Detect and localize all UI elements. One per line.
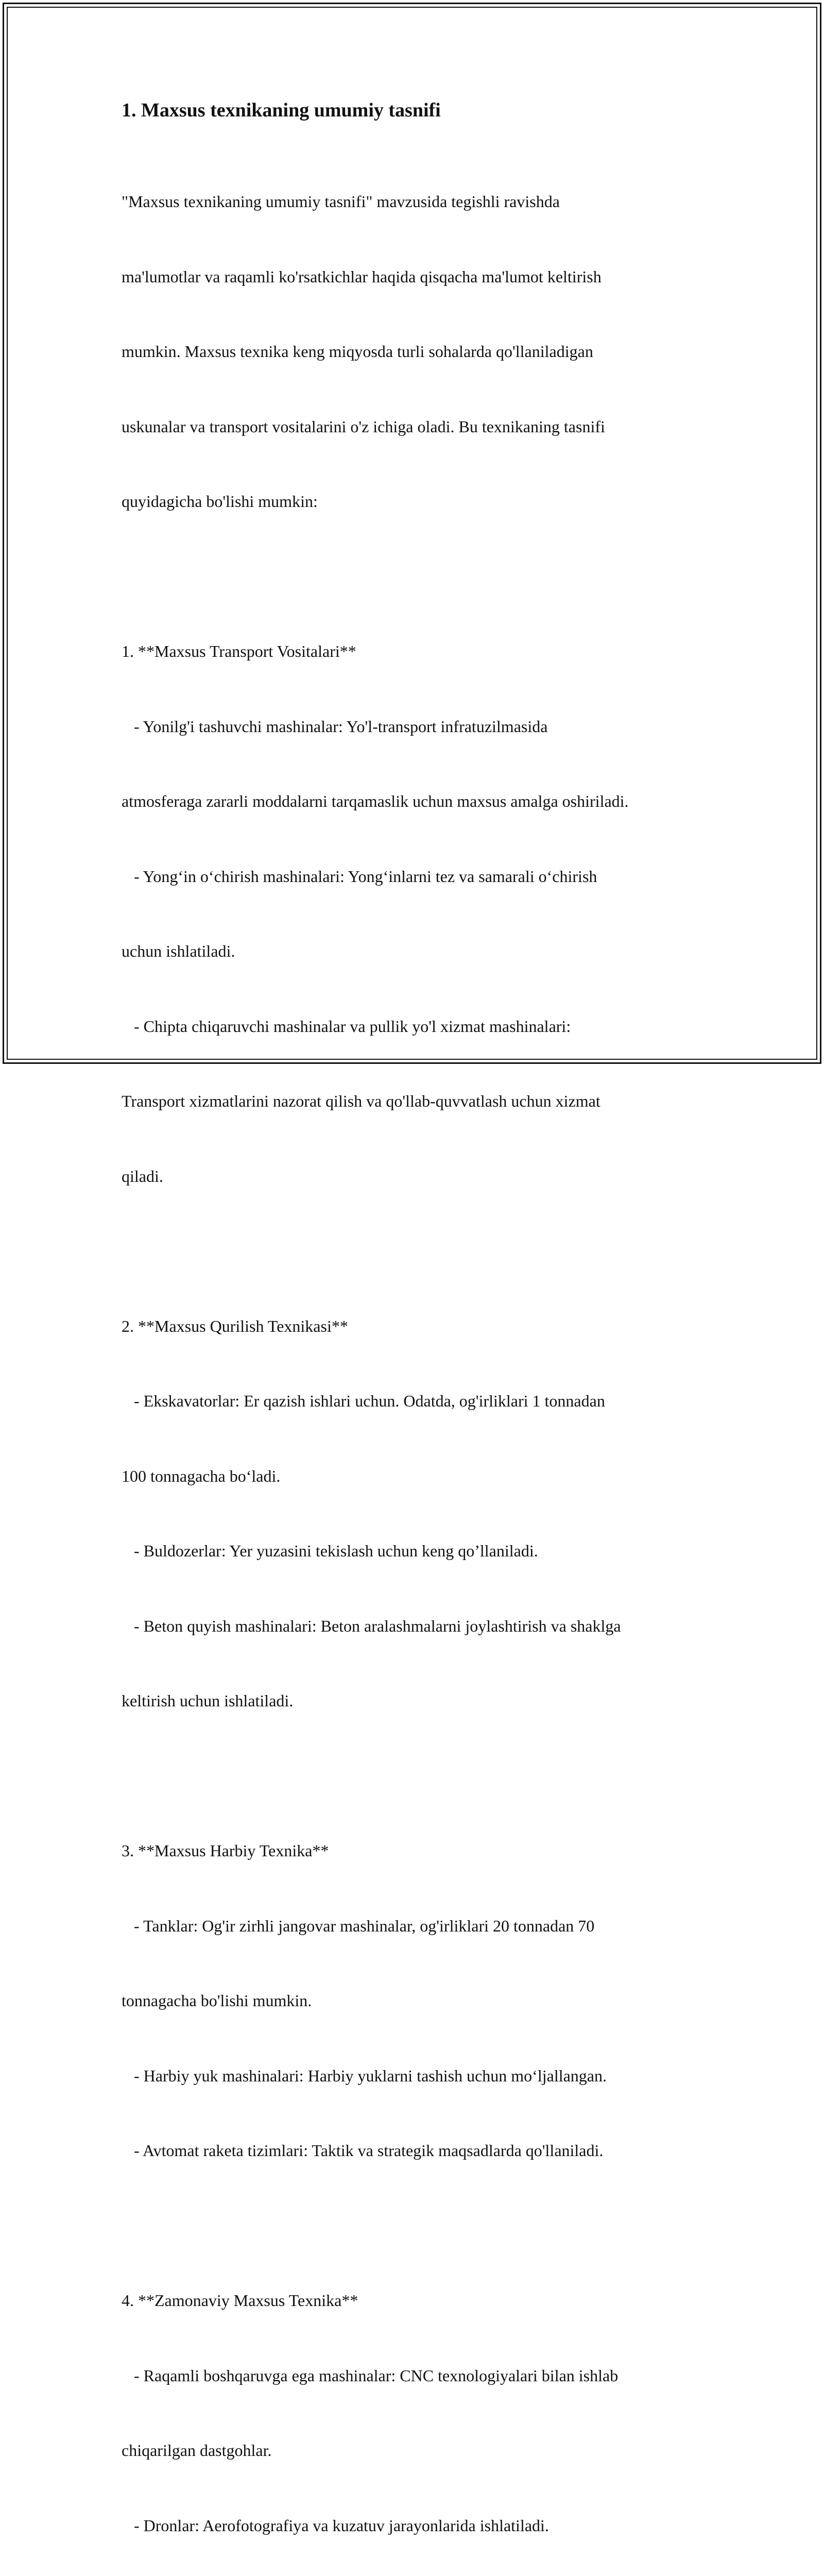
section-line: - Chipta chiqaruvchi mashinalar va pullik yo'l xizmat mashinalari:	[122, 1016, 571, 1036]
section-line: - Buldozerlar: Yer yuzasini tekislash uchun keng qo’llaniladi.	[122, 1541, 538, 1560]
intro-line: "Maxsus texnikaning umumiy tasnifi" mavzusida tegishli ravishda	[122, 192, 560, 211]
section-transport	[122, 589, 719, 1239]
section-line: - Yong‘in o‘chirish mashinalari: Yong‘inlarni tez va samarali o‘chirish	[122, 867, 597, 886]
section-modern	[122, 2238, 719, 2576]
section-military	[122, 1788, 719, 2213]
section-construction	[122, 1264, 719, 1764]
section-heading: 1. **Maxsus Transport Vositalari**	[122, 642, 356, 660]
section-line: uchun ishlatiladi.	[122, 942, 235, 960]
section-line: atmosferaga zararli moddalarni tarqamaslik uchun maxsus amalga oshiriladi.	[122, 792, 629, 810]
section-line: - Harbiy yuk mashinalari: Harbiy yuklarni tashish uchun mo‘ljallangan.	[122, 2066, 607, 2085]
section-line: - Beton quyish mashinalari: Beton aralashmalarni joylashtirish va shaklga	[122, 1616, 621, 1635]
intro-line: uskunalar va transport vositalarini o'z ichiga oladi. Bu texnikaning tasnifi	[122, 417, 605, 436]
section-heading: 3. **Maxsus Harbiy Texnika**	[122, 1841, 329, 1860]
section-heading: 2. **Maxsus Qurilish Texnikasi**	[122, 1316, 348, 1335]
section-line: - Tanklar: Og'ir zirhli jangovar mashinalar, og'irliklari 20 tonnadan 70	[122, 1916, 595, 1935]
intro-line: mumkin. Maxsus texnika keng miqyosda turli sohalarda qo'llaniladigan	[122, 342, 593, 361]
intro-paragraph	[122, 139, 719, 564]
paragraph-gap	[122, 1239, 719, 1264]
section-line: - Avtomat raketa tizimlari: Taktik va strategik maqsadlarda qo'llaniladi.	[122, 2141, 604, 2160]
section-line: - Ekskavatorlar: Er qazish ishlari uchun. Odatda, og'irliklari 1 tonnadan	[122, 1392, 605, 1410]
paragraph-gap	[122, 1764, 719, 1789]
document-title: 1. Maxsus texnikaning umumiy tasnifi	[122, 99, 441, 121]
document-body	[122, 95, 719, 2576]
section-line: tonnagacha bo'lishi mumkin.	[122, 1991, 312, 2010]
section-line: - Dronlar: Aerofotografiya va kuzatuv jarayonlarida ishlatiladi.	[122, 2516, 549, 2535]
section-line: - Raqamli boshqaruvga ega mashinalar: CNC texnologiyalari bilan ishlab	[122, 2366, 619, 2385]
section-line: keltirish uchun ishlatiladi.	[122, 1691, 294, 1710]
section-line: qiladi.	[122, 1166, 163, 1185]
paragraph-gap	[122, 564, 719, 589]
intro-line: ma'lumotlar va raqamli ko'rsatkichlar haqida qisqacha ma'lumot keltirish	[122, 267, 602, 286]
paragraph-gap	[122, 2213, 719, 2239]
section-line: - Yonilg'i tashuvchi mashinalar: Yo'l-transport infratuzilmasida	[122, 717, 548, 736]
intro-line: quyidagicha bo'lishi mumkin:	[122, 492, 318, 511]
section-line: chiqarilgan dastgohlar.	[122, 2441, 272, 2460]
section-heading: 4. **Zamonaviy Maxsus Texnika**	[122, 2291, 358, 2310]
section-line: 100 tonnagacha bo‘ladi.	[122, 1466, 281, 1485]
section-line: Transport xizmatlarini nazorat qilish va qo'llab-quvvatlash uchun xizmat	[122, 1092, 600, 1110]
